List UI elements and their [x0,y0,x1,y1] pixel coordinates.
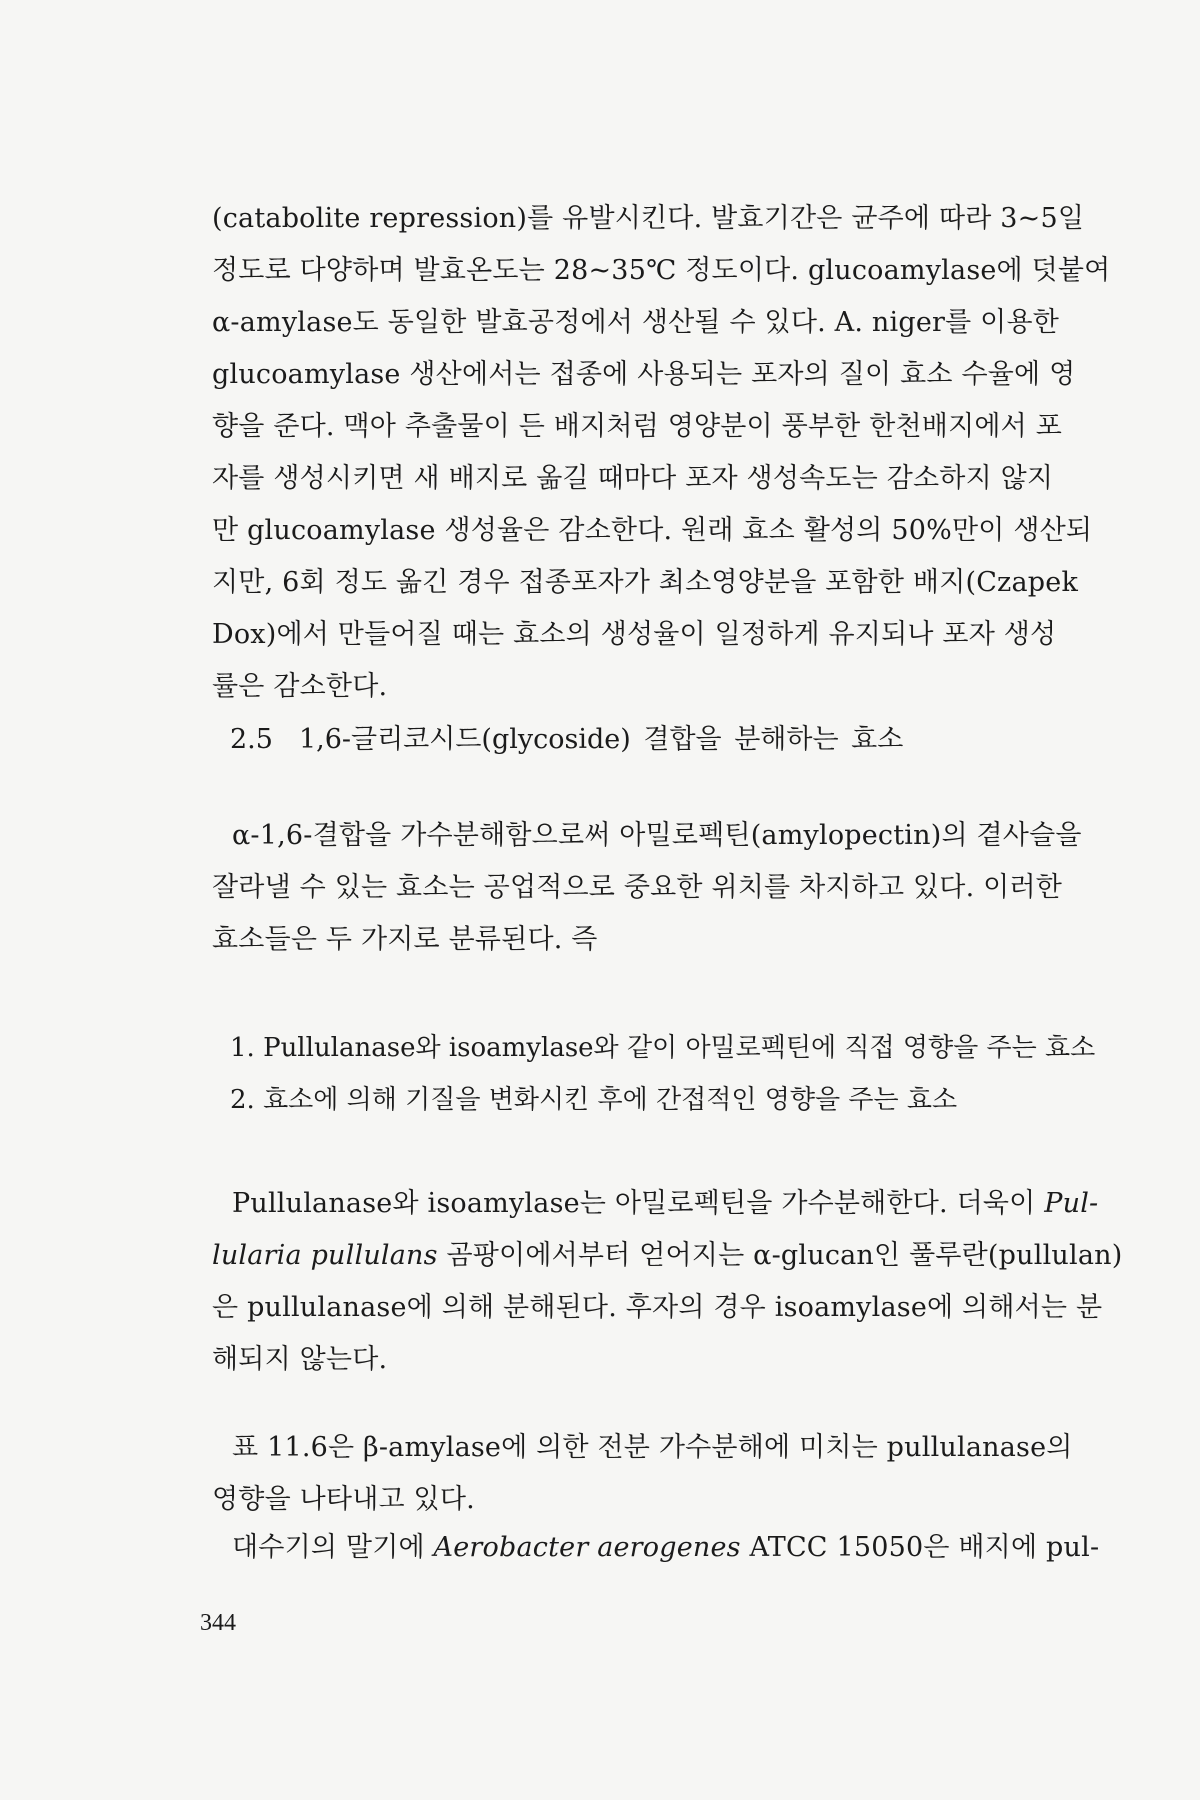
paragraph-catabolite [212,193,1111,713]
text-line: Dox)에서 만들어질 때는 효소의 생성율이 일정하게 유지되나 포자 생성 [212,619,1057,650]
paragraph-aerobacter [212,1522,1100,1574]
text-line: glucoamylase 생산에서는 접종에 사용되는 포자의 질이 효소 수율에 영 [212,359,1076,390]
text-line: 은 pullulanase에 의해 분해된다. 후자의 경우 isoamylase에 의해서는 분 [212,1292,1103,1323]
list-item: 1. Pullulanase와 isoamylase와 같이 아밀로펙틴에 직접 영향을 주는 효소 [230,1033,1096,1063]
page-number: 344 [200,1610,236,1636]
text-line: 효소들은 두 가지로 분류된다. 즉 [212,924,598,955]
text-run: 곰팡이에서부터 얻어지는 α-glucan인 풀루란(pullulan) [437,1240,1123,1271]
text-line: α-amylase도 동일한 발효공정에서 생산될 수 있다. A. niger를 이용한 [212,307,1060,338]
section-number: 2.5 [230,724,273,755]
paragraph-alpha-16 [212,810,1082,966]
list-item: 2. 효소에 의해 기질을 변화시킨 후에 간접적인 영향을 주는 효소 [230,1085,958,1115]
text-line: (catabolite repression)를 유발시킨다. 발효기간은 균주에 따라 3~5일 [212,203,1085,234]
text-line: 자를 생성시키면 새 배지로 옮길 때마다 포자 생성속도는 감소하지 않지 [212,463,1054,494]
paragraph-table-ref [212,1422,1073,1526]
text-line: 만 glucoamylase 생성율은 감소한다. 원래 효소 활성의 50%만이 생산되 [212,515,1093,546]
text-line: 향을 준다. 맥아 추출물이 든 배지처럼 영양분이 풍부한 한천배지에서 포 [212,411,1063,442]
enzyme-list [230,1022,1096,1126]
section-heading [230,720,903,760]
text-line: 해되지 않는다. [212,1344,388,1375]
italic-run: lularia pullulans [212,1240,438,1271]
text-line: 정도로 다양하며 발효온도는 28~35℃ 정도이다. glucoamylase에 덧붙여 [212,255,1111,286]
text-line [212,1178,1099,1230]
section-title: 1,6-글리코시드(glycoside) 결합을 분해하는 효소 [298,724,904,755]
text-line: 지만, 6회 정도 옮긴 경우 접종포자가 최소영양분을 포함한 배지(Czapek [212,567,1079,598]
text-line [212,1522,1100,1574]
paragraph-pullulanase [212,1178,1123,1386]
text-run: ATCC 15050은 배지에 pul- [740,1532,1100,1563]
text-line: 률은 감소한다. [212,671,388,702]
text-line [212,1230,1123,1282]
text-run: 대수기의 말기에 [232,1532,434,1563]
text-line: α-1,6-결합을 가수분해함으로써 아밀로펙틴(amylopectin)의 곁사슬을 [232,820,1082,851]
italic-run: Aerobacter aerogenes [433,1532,741,1563]
text-line: 표 11.6은 β-amylase에 의한 전분 가수분해에 미치는 pullulanase의 [232,1432,1073,1463]
text-run: Pullulanase와 isoamylase는 아밀로펙틴을 가수분해한다. 더욱이 [232,1188,1045,1219]
text-line: 영향을 나타내고 있다. [212,1484,475,1515]
italic-run: Pul- [1044,1188,1099,1219]
text-line: 잘라낼 수 있는 효소는 공업적으로 중요한 위치를 차지하고 있다. 이러한 [212,872,1063,903]
